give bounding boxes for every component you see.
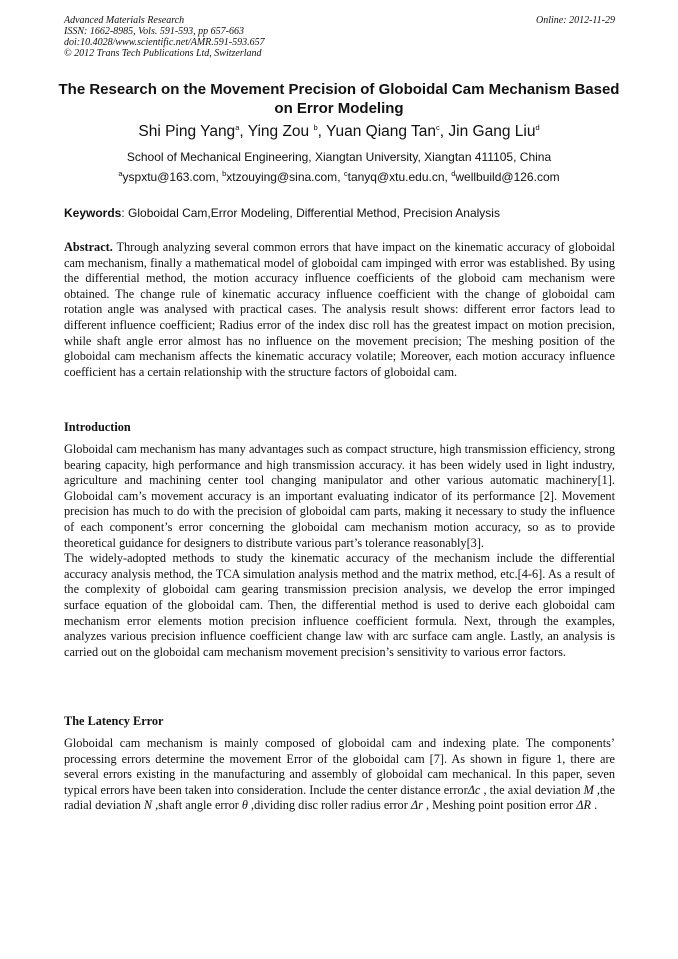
email-separator: , — [215, 170, 223, 184]
email-separator: , — [337, 170, 344, 184]
text-run: . — [591, 798, 598, 813]
section-heading-introduction: Introduction — [64, 420, 131, 434]
paragraph: Globoidal cam mechanism has many advantages such as compact structure, high transmission efficiency, strong bearing capacity, high performance and high transmission accuracy. it has been widely used in light industry, agriculture and machining center tool changing manipulator and other various automatic machinery[1]. Globoidal cam’s movement accuracy is an important evaluating indicator of its performance [2]. Movement precision has much to do with the precision of globoidal cam parts, making it necessary to study the influence of each component’s error concerning the globoidal cam mechanism motion accuracy, so as to provide theoretical guidance for designers to distribute various part’s tolerance reasonably[3]. — [64, 442, 615, 550]
latency-error-body — [64, 736, 615, 814]
journal-header — [64, 15, 615, 59]
email-address: tanyq@xtu.edu.cn — [347, 170, 445, 184]
abstract-text: Through analyzing several common errors that have impact on the kinematic accuracy of globoidal cam mechanism, finally a mathematical model of globoidal cam impinged with error was established. By using the differential method, the motion accuracy influence coefficients of the globoid cam mechanism were obtained. The change rule of kinematic accuracy influence coefficient with the change of globoidal cam rotation angle was analysed with practical cases. The analysis result shows: different error factors lead to different influence coefficient; Radius error of the index disc roll has the greatest impact on motion precision, while shaft angle error almost has no influence on the movement precision; The meshing position of the globoidal cam mechanism affects the kinematic accuracy volatile; Moreover, each motion accuracy influence coefficient has a certain relationship with the structure factors of globoidal cam. — [64, 240, 615, 379]
email-address: xtzouying@sina.com — [226, 170, 338, 184]
author-affil-mark: b — [313, 122, 318, 132]
text-run: , Meshing point position error — [422, 798, 574, 813]
keywords-text: : Globoidal Cam,Error Modeling, Differential Method, Precision Analysis — [121, 206, 500, 220]
author-name: Yuan Qiang Tan — [326, 123, 437, 140]
symbol-theta: θ — [241, 798, 248, 813]
email-list — [48, 170, 630, 184]
keywords-label: Keywords — [64, 206, 122, 220]
text-run: Globoidal cam mechanism is mainly composed of globoidal cam and indexing plate. The components’ processing errors determine the movement Error of the globoidal cam [7]. As shown in figure 1, there are several errors existing in the manufacturing and assembly of globoidal cam mechanical. In this paper, seven typical errors have been taken into consideration. Include the center distance error — [64, 736, 615, 797]
paragraph: The widely-adopted methods to study the kinematic accuracy of the mechanism include the differential accuracy analysis method, the TCA simulation analysis method and the matrix method, etc.[4-6]. As a result of the complexity of globoidal cam gearing transmission precision analysis, we develop the error impinged surface equation of the globoidal cam. Then, the differential method is used to derive each globoidal cam mechanism error elements motion precision influence coefficient formula. Next, through the examples, analyzes various precision influence coefficient change law with arc surface cam angle. Lastly, an analysis is carried out on the globoidal cam mechanism movement precision’s sensitivity to various error factors. — [64, 551, 615, 659]
text-run: ,dividing disc roller radius error — [247, 798, 408, 813]
introduction-body — [64, 442, 615, 660]
author-separator: , — [439, 123, 449, 140]
email-mark: a — [118, 169, 123, 178]
author-separator: , — [239, 123, 248, 140]
issn-line: ISSN: 1662-8985, Vols. 591-593, pp 657-663 — [64, 26, 244, 37]
text-run: , the axial deviation — [480, 782, 581, 797]
section-heading-latency-error: The Latency Error — [64, 714, 164, 728]
abstract — [64, 240, 615, 380]
email-mark: c — [343, 169, 348, 178]
text-run: ,shaft angle error — [152, 798, 239, 813]
email-mark: d — [451, 169, 456, 178]
symbol-n: N — [143, 798, 153, 813]
author-list — [48, 122, 630, 142]
online-date: Online: 2012-11-29 — [536, 15, 615, 26]
author-name: Jin Gang Liu — [448, 123, 536, 140]
author-name: Ying Zou — [247, 123, 314, 140]
symbol-delta-c: Δc — [467, 782, 481, 797]
symbol-delta-r: Δr — [410, 798, 423, 813]
email-address: yspxtu@163.com — [122, 170, 216, 184]
paper-title: The Research on the Movement Precision of Globoidal Cam Mechanism Based on Error Modeling — [58, 81, 620, 117]
doi-line: doi:10.4028/www.scientific.net/AMR.591-593.657 — [64, 37, 265, 48]
journal-name: Advanced Materials Research — [64, 15, 185, 26]
abstract-label: Abstract. — [64, 240, 113, 254]
author-affil-mark: d — [535, 122, 540, 132]
author-separator: , — [317, 123, 326, 140]
author-affil-mark: c — [436, 122, 440, 132]
affiliation: School of Mechanical Engineering, Xiangtan University, Xiangtan 411105, China — [126, 150, 552, 164]
symbol-m: M — [583, 782, 594, 797]
email-mark: b — [222, 169, 227, 178]
email-address: wellbuild@126.com — [455, 170, 560, 184]
symbol-delta-R: ΔR — [576, 798, 591, 813]
keywords — [64, 206, 615, 220]
author-affil-mark: a — [235, 122, 240, 132]
author-name: Shi Ping Yang — [138, 123, 236, 140]
text-run: ,the radial deviation — [64, 782, 615, 813]
copyright-line: © 2012 Trans Tech Publications Ltd, Switzerland — [64, 48, 262, 59]
paragraph — [64, 736, 615, 814]
email-separator: , — [444, 170, 452, 184]
